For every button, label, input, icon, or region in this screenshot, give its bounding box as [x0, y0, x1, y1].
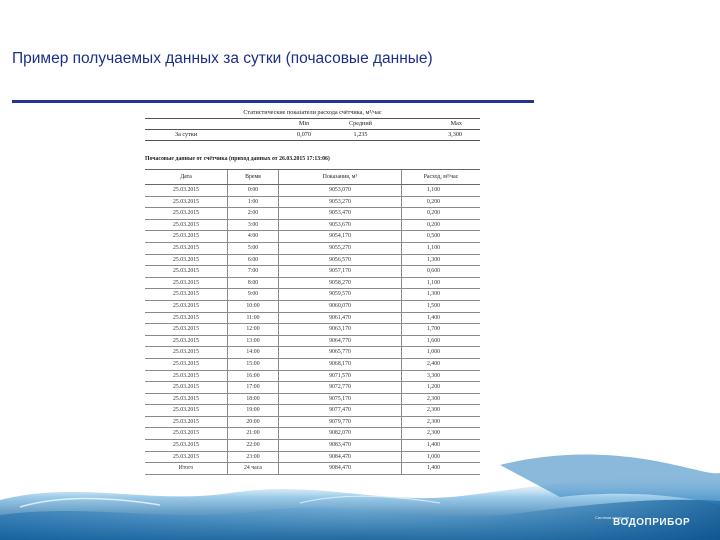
table-cell: 6:00 — [228, 254, 279, 266]
table-cell: 9056,570 — [279, 254, 402, 266]
stats-header-cell: Min — [281, 119, 326, 130]
table-cell: 22:00 — [228, 440, 279, 452]
table-cell: 23:00 — [228, 451, 279, 463]
table-cell: 25.03.2015 — [145, 277, 228, 289]
table-row — [145, 382, 480, 394]
stats-cell: 0,070 — [281, 130, 326, 141]
logo-name: ВОДОПРИБОР — [613, 517, 691, 528]
table-cell: 12:00 — [228, 324, 279, 336]
table-cell: 20:00 — [228, 416, 279, 428]
table-cell: 1,600 — [402, 335, 481, 347]
title-divider — [12, 100, 534, 103]
table-cell: 25.03.2015 — [145, 440, 228, 452]
column-header: Время — [228, 170, 279, 185]
table-cell: 9068,170 — [279, 358, 402, 370]
table-cell: 25.03.2015 — [145, 312, 228, 324]
table-cell: 0,200 — [402, 219, 481, 231]
table-cell: 0,500 — [402, 231, 481, 243]
table-cell: 2,300 — [402, 405, 481, 417]
hourly-caption: Почасовые данные от счётчика (приход данных от 26.03.2015 17:13:06) — [145, 156, 330, 162]
table-cell: 25.03.2015 — [145, 416, 228, 428]
column-header: Показания, м³ — [279, 170, 402, 185]
table-cell: 5:00 — [228, 242, 279, 254]
table-cell: 19:00 — [228, 405, 279, 417]
table-cell: Итого — [145, 463, 228, 475]
hourly-table-body — [145, 185, 480, 475]
table-row — [145, 312, 480, 324]
table-cell: 25.03.2015 — [145, 231, 228, 243]
table-cell: 25.03.2015 — [145, 335, 228, 347]
table-row — [145, 428, 480, 440]
table-cell: 14:00 — [228, 347, 279, 359]
column-header: Расход, м³/час — [402, 170, 481, 185]
table-row — [145, 277, 480, 289]
table-cell: 25.03.2015 — [145, 428, 228, 440]
table-row — [145, 242, 480, 254]
table-cell: 9063,170 — [279, 324, 402, 336]
table-row — [145, 405, 480, 417]
table-cell: 1:00 — [228, 196, 279, 208]
table-cell: 0:00 — [228, 185, 279, 197]
table-cell: 1,000 — [402, 347, 481, 359]
table-cell: 4:00 — [228, 231, 279, 243]
stats-header-cell: Средний — [327, 119, 395, 130]
table-cell: 9053,470 — [279, 208, 402, 220]
table-cell: 25.03.2015 — [145, 300, 228, 312]
table-cell: 1,400 — [402, 312, 481, 324]
table-cell: 25.03.2015 — [145, 324, 228, 336]
table-cell: 9060,070 — [279, 300, 402, 312]
table-cell: 9053,270 — [279, 196, 402, 208]
table-cell: 25.03.2015 — [145, 451, 228, 463]
table-cell: 25.03.2015 — [145, 382, 228, 394]
table-cell: 9053,070 — [279, 185, 402, 197]
table-cell: 0,200 — [402, 196, 481, 208]
table-cell: 9061,470 — [279, 312, 402, 324]
table-row — [145, 185, 480, 197]
table-cell: 25.03.2015 — [145, 358, 228, 370]
table-cell: 1,200 — [402, 382, 481, 394]
table-cell: 25.03.2015 — [145, 185, 228, 197]
table-row — [145, 370, 480, 382]
table-cell: 25.03.2015 — [145, 254, 228, 266]
table-row — [145, 266, 480, 278]
table-cell: 25.03.2015 — [145, 289, 228, 301]
table-cell: 21:00 — [228, 428, 279, 440]
table-cell: 1,100 — [402, 242, 481, 254]
table-row — [145, 300, 480, 312]
table-cell: 1,400 — [402, 463, 481, 475]
table-cell: 13:00 — [228, 335, 279, 347]
table-cell: 2,300 — [402, 416, 481, 428]
table-cell: 3,300 — [402, 370, 481, 382]
table-cell: 1,700 — [402, 324, 481, 336]
stats-caption: Статистические показатели расхода счётчика, м³/час — [145, 108, 480, 119]
table-cell: 2,400 — [402, 358, 481, 370]
table-cell: 9083,470 — [279, 440, 402, 452]
table-cell: 25.03.2015 — [145, 208, 228, 220]
column-header: Дата — [145, 170, 228, 185]
table-cell: 16:00 — [228, 370, 279, 382]
table-cell: 9059,570 — [279, 289, 402, 301]
table-row — [145, 358, 480, 370]
table-cell: 25.03.2015 — [145, 347, 228, 359]
stats-header-cell: Max — [394, 119, 480, 130]
table-cell: 25.03.2015 — [145, 393, 228, 405]
table-cell: 1,000 — [402, 451, 481, 463]
table-cell: 18:00 — [228, 393, 279, 405]
table-cell: 15:00 — [228, 358, 279, 370]
table-cell: 1,100 — [402, 185, 481, 197]
table-cell: 9055,270 — [279, 242, 402, 254]
table-cell: 0,600 — [402, 266, 481, 278]
table-cell: 1,300 — [402, 289, 481, 301]
table-cell: 0,200 — [402, 208, 481, 220]
table-row — [145, 208, 480, 220]
table-cell: 9058,270 — [279, 277, 402, 289]
table-cell: 7:00 — [228, 266, 279, 278]
table-cell: 9084,470 — [279, 463, 402, 475]
table-row — [145, 416, 480, 428]
logo-tagline: Система контроля — [595, 515, 630, 520]
table-cell: 2,300 — [402, 393, 481, 405]
table-cell: 9075,170 — [279, 393, 402, 405]
table-cell: 24 часа — [228, 463, 279, 475]
table-cell: 1,500 — [402, 300, 481, 312]
table-cell: 2,300 — [402, 428, 481, 440]
table-cell: 9:00 — [228, 289, 279, 301]
table-cell: 25.03.2015 — [145, 266, 228, 278]
table-row — [145, 393, 480, 405]
table-cell: 2:00 — [228, 208, 279, 220]
table-cell: 8:00 — [228, 277, 279, 289]
table-cell: 9057,170 — [279, 266, 402, 278]
stats-header-cell — [145, 119, 281, 130]
table-cell: 17:00 — [228, 382, 279, 394]
table-cell: 9054,170 — [279, 231, 402, 243]
stats-cell: 1,235 — [327, 130, 395, 141]
table-cell: 9072,770 — [279, 382, 402, 394]
table-cell: 3:00 — [228, 219, 279, 231]
table-cell: 9077,470 — [279, 405, 402, 417]
table-row — [145, 347, 480, 359]
table-cell: 11:00 — [228, 312, 279, 324]
stats-cell: 3,300 — [394, 130, 480, 141]
table-cell: 25.03.2015 — [145, 242, 228, 254]
table-cell: 25.03.2015 — [145, 405, 228, 417]
table-cell: 25.03.2015 — [145, 196, 228, 208]
table-cell: 1,300 — [402, 254, 481, 266]
table-cell: 25.03.2015 — [145, 219, 228, 231]
table-row — [145, 231, 480, 243]
table-cell: 25.03.2015 — [145, 370, 228, 382]
stats-table — [145, 108, 480, 141]
company-logo — [595, 515, 705, 537]
table-row — [145, 324, 480, 336]
scanned-document — [145, 108, 480, 475]
table-row — [145, 254, 480, 266]
table-cell: 9082,070 — [279, 428, 402, 440]
slide-title: Пример получаемых данных за сутки (почасовые данные) — [12, 50, 433, 67]
table-cell: 9084,470 — [279, 451, 402, 463]
table-row — [145, 196, 480, 208]
table-cell: 9053,670 — [279, 219, 402, 231]
table-cell: 9071,570 — [279, 370, 402, 382]
table-cell: 9065,770 — [279, 347, 402, 359]
table-cell: 1,400 — [402, 440, 481, 452]
table-cell: 9064,770 — [279, 335, 402, 347]
table-cell: 10:00 — [228, 300, 279, 312]
table-row — [145, 335, 480, 347]
hourly-table — [145, 169, 480, 475]
table-cell: 1,100 — [402, 277, 481, 289]
stats-cell: За сутки — [145, 130, 281, 141]
table-cell: 9079,770 — [279, 416, 402, 428]
table-row — [145, 289, 480, 301]
table-row — [145, 219, 480, 231]
